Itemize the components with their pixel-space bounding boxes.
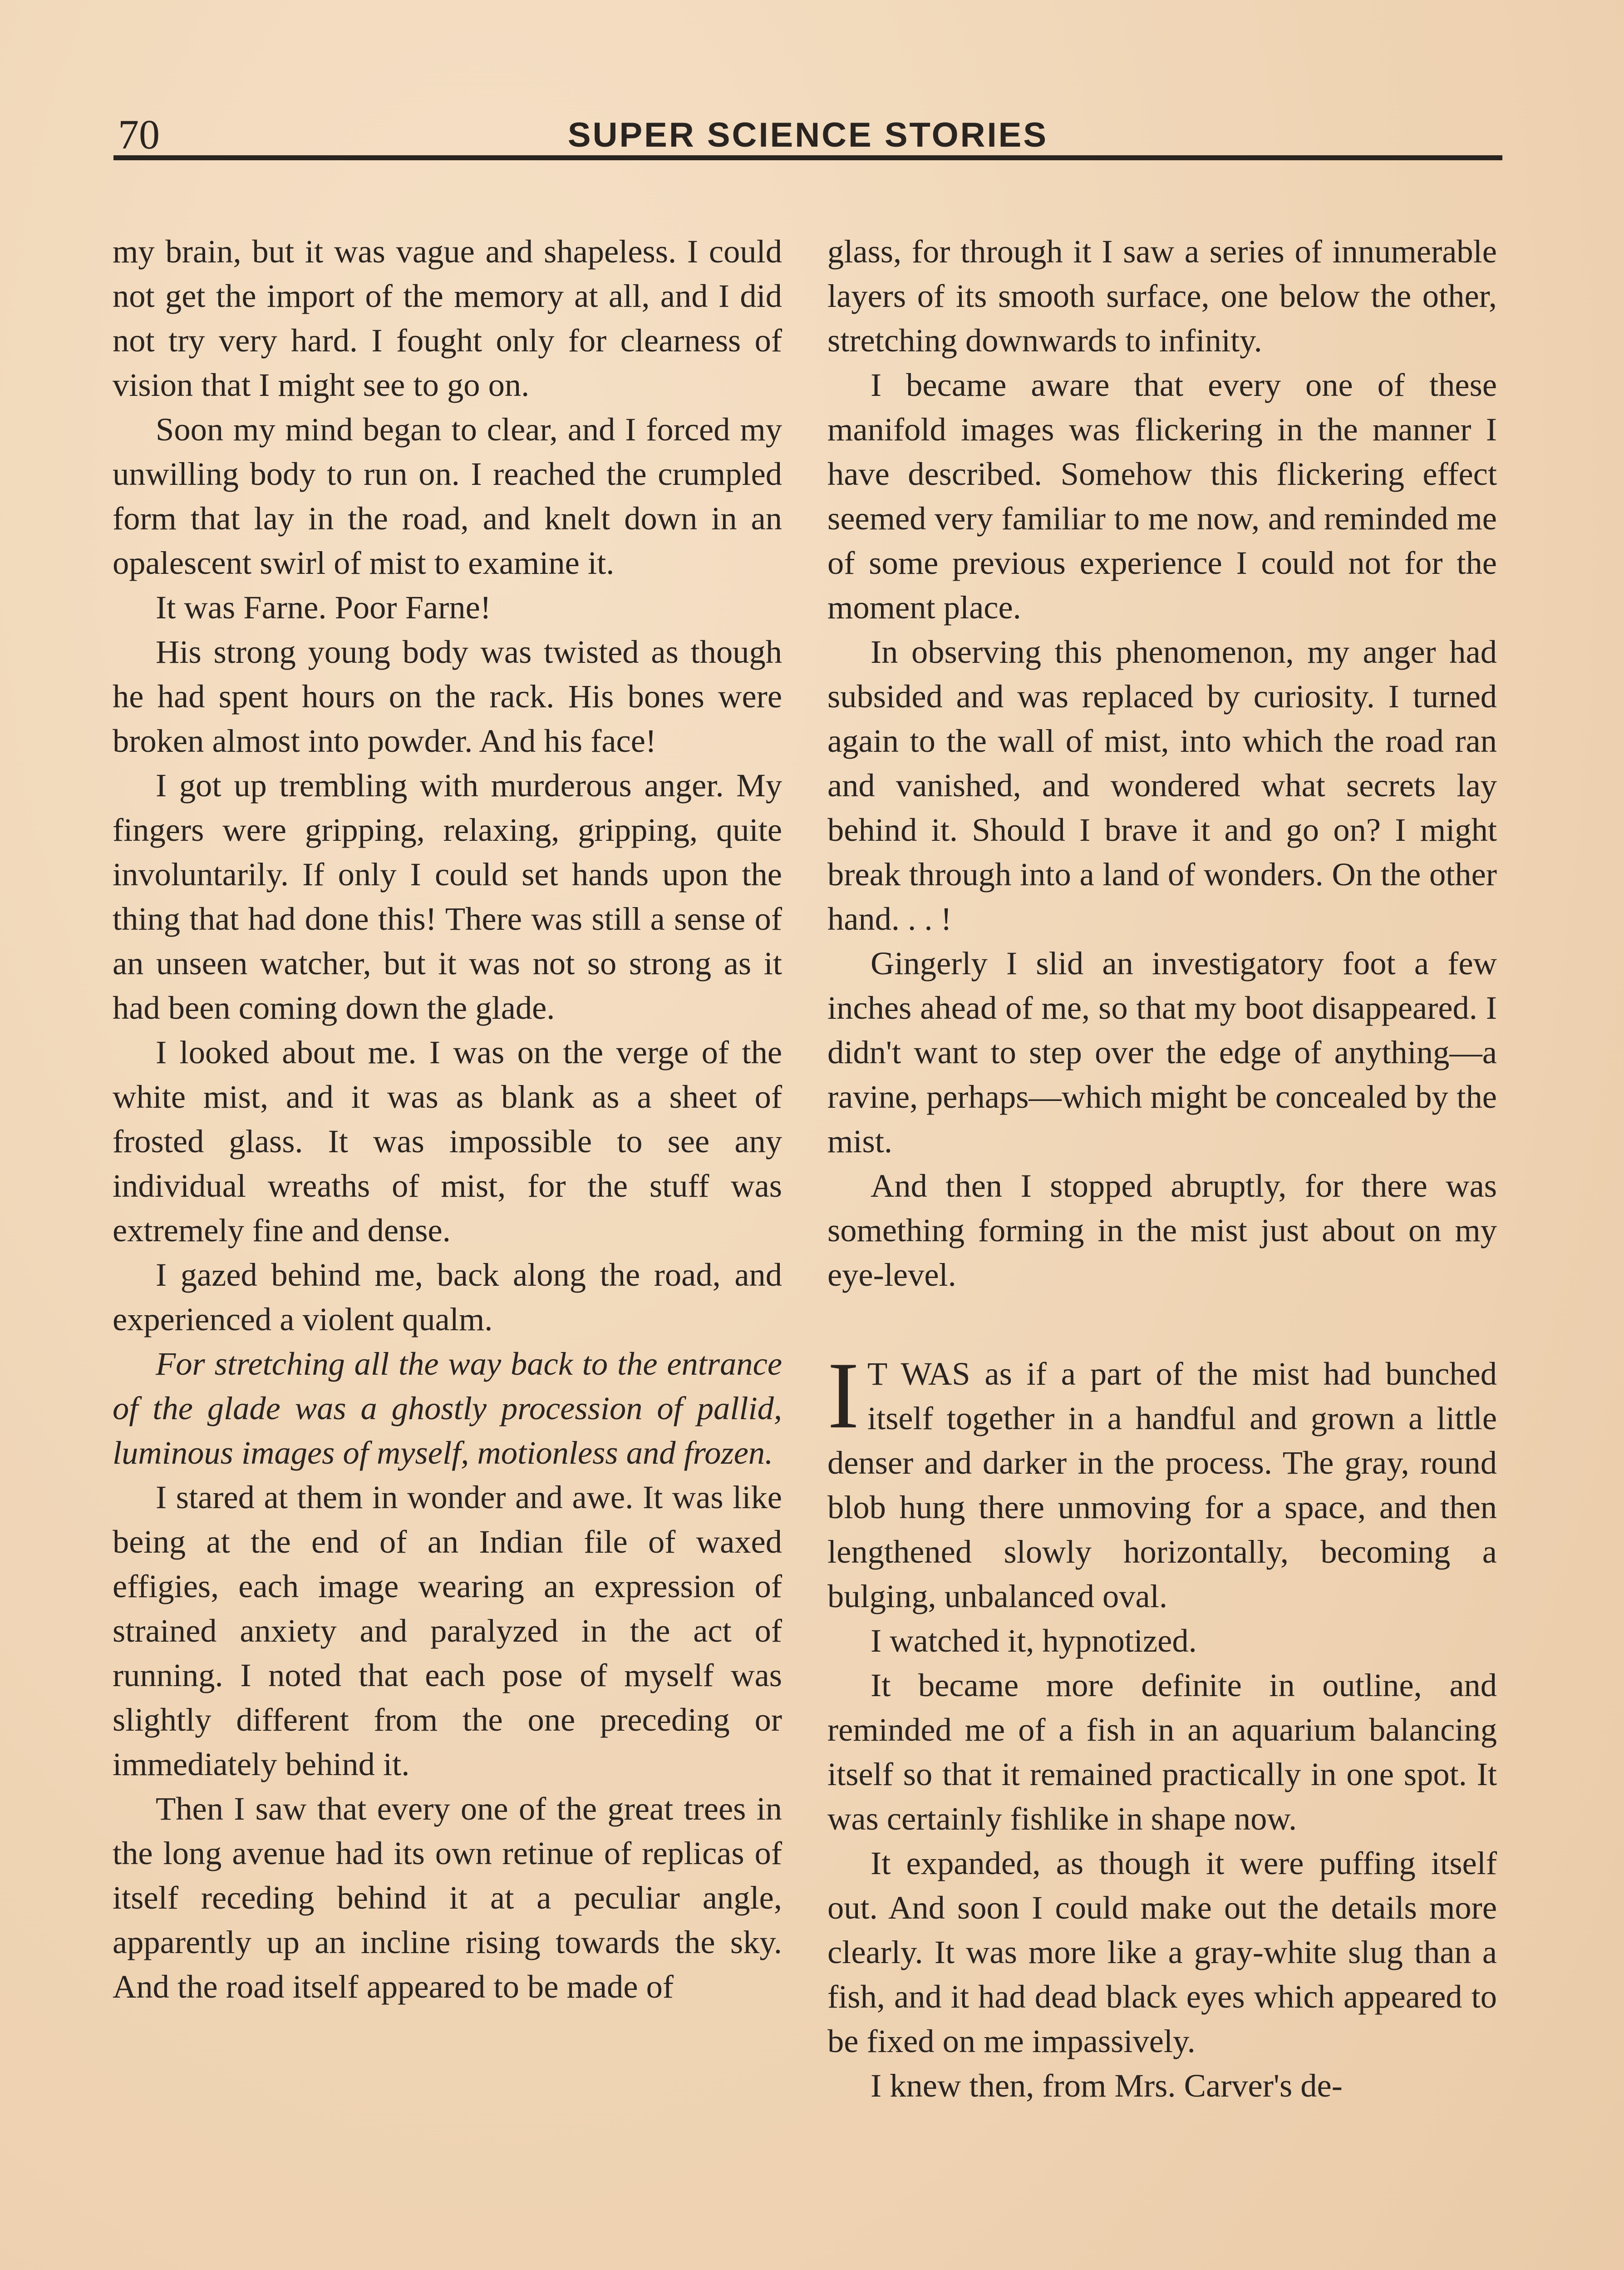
paragraph: And then I stopped abruptly, for there was something forming in the mist just about on my eye-level. xyxy=(827,1167,1497,1293)
paragraph: It expanded, as though it were puffing itself out. And soon I could make out the details more clearly. It was more like a gray-white slug than a fish, and it had dead black eyes which appeared to be fixed on me impassively. xyxy=(827,1845,1497,2059)
paragraph: Gingerly I slid an investigatory foot a few inches ahead of me, so that my boot disappeared. I didn't want to step over the edge of anything—a ravine, perhaps—which might be concealed by the mist. xyxy=(827,945,1497,1160)
paragraph: His strong young body was twisted as though he had spent hours on the rack. His bones were broken almost into powder. And his face! xyxy=(113,633,782,759)
paragraph: I watched it, hypnotized. xyxy=(871,1622,1197,1659)
paragraph: Then I saw that every one of the great trees in the long avenue had its own retinue of replicas of itself receding behind it at a peculiar angle, apparently up an incline rising towards the sky. And the road itself appeared to be made of xyxy=(113,1790,782,2005)
running-title: SUPER SCIENCE STORIES xyxy=(567,116,1048,154)
paragraph: I looked about me. I was on the verge of the white mist, and it was as blank as a sheet of frosted glass. It was impossible to see any individual wreaths of mist, for the stuff was extremely fine and dense. xyxy=(113,1034,782,1248)
paragraph: In observing this phenomenon, my anger had subsided and was replaced by curiosity. I turned again to the wall of mist, into which the road ran and vanished, and wondered what secrets lay behind it. Should I brave it and go on? I might break through into a land of wonders. On the other hand. . . ! xyxy=(827,633,1497,937)
paragraph: glass, for through it I saw a series of innumerable layers of its smooth surface, one below the other, stretching downwards to infinity. xyxy=(827,233,1497,359)
paragraph: It became more definite in outline, and reminded me of a fish in an aquarium balancing itself so that it remained practically in one spot. It was certainly fishlike in shape now. xyxy=(827,1667,1497,1837)
paragraph: I stared at them in wonder and awe. It was like being at the end of an Indian file of waxed effigies, each image wearing an expression of strained anxiety and paralyzed in the act of running. I noted that each pose of myself was slightly different from the one preceding or immediately behind it. xyxy=(113,1479,782,1782)
page-header xyxy=(113,105,1502,160)
paragraph: Soon my mind began to clear, and I forced my unwilling body to run on. I reached the crumpled form that lay in the road, and knelt down in an opalescent swirl of mist to examine it. xyxy=(113,411,782,581)
page-number: 70 xyxy=(118,111,160,158)
paragraph: I got up trembling with murderous anger. My fingers were gripping, relaxing, gripping, quite involuntarily. If only I could set hands upon the thing that had done this! There was still a sense of an unseen watcher, but it was not so strong as it had been coming down the glade. xyxy=(113,767,782,1026)
paragraph: I gazed behind me, back along the road, and experienced a violent qualm. xyxy=(113,1256,782,1337)
section-opening-paragraph xyxy=(827,1343,1497,1619)
paragraph: my brain, but it was vague and shapeless. I could not get the import of the memory at all, and I did not try very hard. I fought only for clearness of vision that I might see to go on. xyxy=(113,233,782,403)
paragraph: I knew then, from Mrs. Carver's de- xyxy=(871,2067,1343,2104)
italic-paragraph: For stretching all the way back to the entrance of the glade was a ghostly procession of pallid, luminous images of myself, motionless and frozen. xyxy=(113,1345,782,1471)
drop-cap: I xyxy=(827,1343,859,1448)
section-opening-text: T WAS as if a part of the mist had bunched itself together in a handful and grown a little denser and darker in the process. The gray, round blob hung there unmoving for a space, and then lengthened slowly horizontally, becoming a bulging, unbalanced oval. xyxy=(827,1355,1497,1614)
right-column xyxy=(827,229,1497,2108)
paragraph: It was Farne. Poor Farne! xyxy=(156,589,491,626)
paragraph: I became aware that every one of these manifold images was flickering in the manner I have described. Somehow this flickering effect seemed very familiar to me now, and reminded me of some previous experience I could not for the moment place. xyxy=(827,366,1497,626)
left-column xyxy=(113,229,782,2009)
